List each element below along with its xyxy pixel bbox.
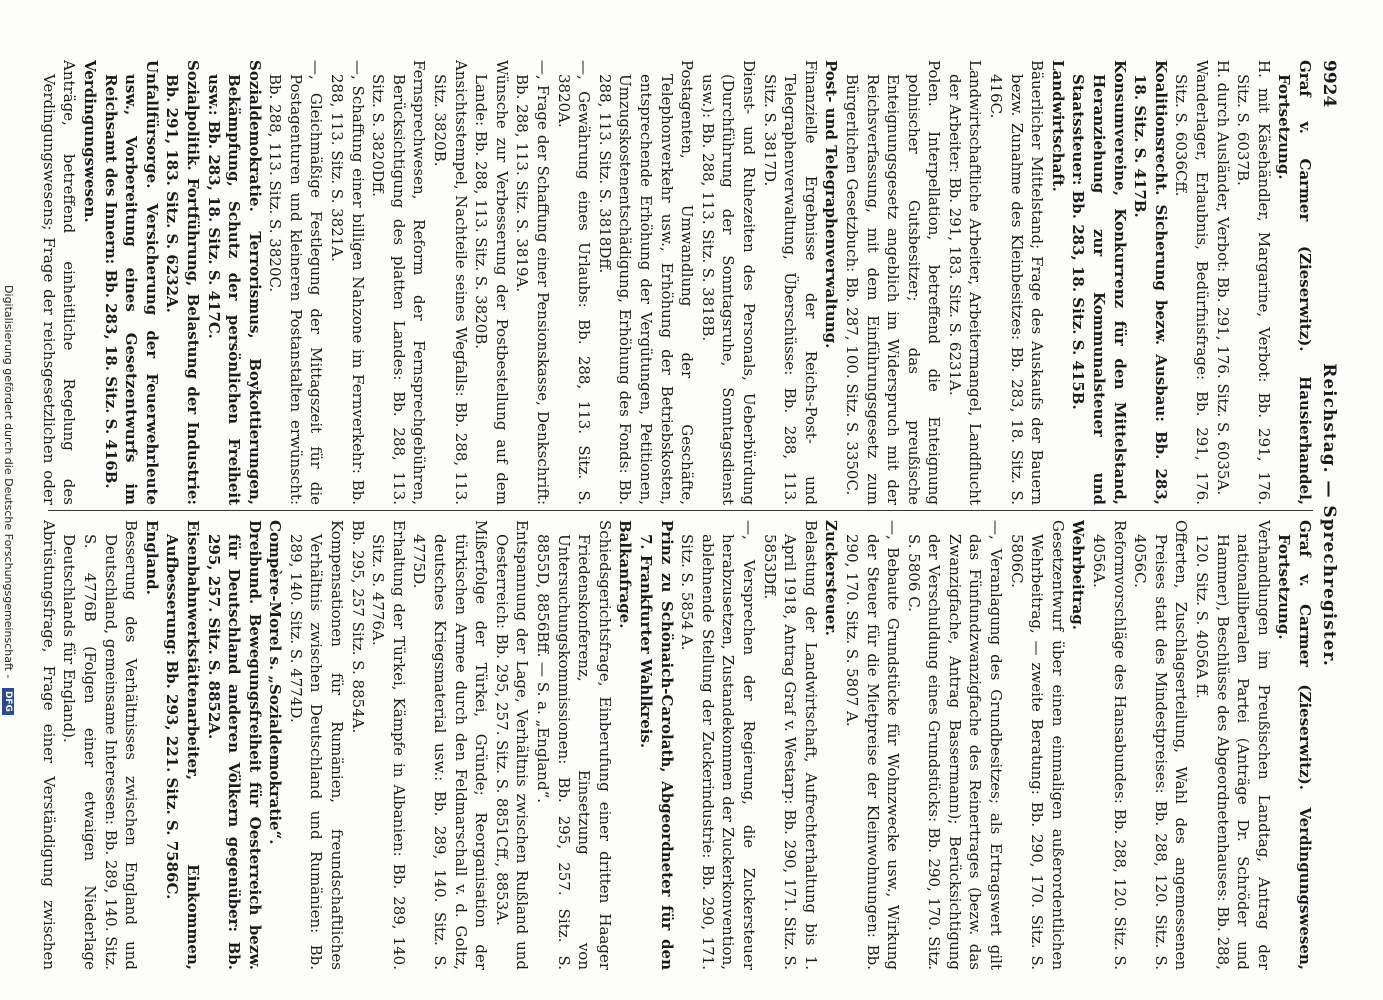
digitization-footer xyxy=(1,0,15,1000)
index-entry: Schiedsgerichtsfrage, Einberufung einer dritten Haager Friedenskonferenz, Einsetzung von Untersuchungskommissionen: Bb. 295, 257. Sitz. S. 8855D, 8856Bff. — S. a. „England“. xyxy=(534,520,614,970)
index-entry: Sozialdemokratie. Terrorismus, Boykottierungen, Bekämpfung, Schutz der persönlichen Freiheit usw.: Bb. 283, 18. Sitz. S. 417C. xyxy=(204,60,264,505)
index-entry: Dreibund. Bewegungsfreiheit für Oesterreich bezw. für Deutschland anderen Völkern gegenüber: Bb. 295, 257. Sitz. S. 8852A. xyxy=(204,520,264,970)
index-entry: Gesetzentwurf über einen einmaligen außerordentlichen Wehrbeitrag, — zweite Beratung: Bb. 290, 170. Sitz. S. 5806C. xyxy=(1007,520,1067,970)
index-entry: Graf v. Carmer (Zieserwitz). Hausierhandel, Fortsetzung. xyxy=(1275,60,1314,505)
right-column xyxy=(40,520,1315,970)
index-entry: England. xyxy=(142,520,161,595)
index-entry: Ansichtsstempel, Nachteile seines Wegfalls: Bb. 288, 113. Sitz. 3820B. xyxy=(431,60,470,505)
index-entry: Besserung des Verhältnisses zwischen England und Deutschland, gemeinsame Interessen: Bb. 289, 140. Sitz. S. 4776B (Folgen einer etwaigen Niederlage Deutschlands für England). xyxy=(60,520,141,970)
index-entry: Kompensationen für Rumänien, freundschaftliches Verhältnis zwischen Deutschland und Rumänien: Bb. 289, 140. Sitz. S. 4774D. xyxy=(286,520,347,970)
index-entry: —, Gewährung eines Urlaubs: Bb. 288, 113. Sitz. S. 3820A. xyxy=(554,60,594,505)
index-entry: Fernsprechwesen, Reform der Fernsprechgebühren, Berücksichtigung des platten Landes: Bb. 288, 113. Sitz. S. 3820Dff. xyxy=(369,60,429,505)
index-entry: Wünsche zur Verbesserung der Postbestellung auf dem Lande: Bb. 288, 113. Sitz. S. 3820B. xyxy=(472,60,511,505)
index-entry: Unfallfürsorge. Versicherung der Feuerwehrleute usw., Vorbereitung eines Gesetzentwurfs im Reichsamt des Innern: Bb. 283, 18. Sitz. S. 416B. xyxy=(101,60,161,505)
index-entry: H. mit Käsehändler, Margarine, Verbot: Bb. 291, 176. Sitz. S. 6037B. xyxy=(1234,60,1273,505)
index-entry: Bb. 295, 257 Sitz. S. 8854A. xyxy=(348,520,367,734)
index-entry: —, Versprechen der Regierung, die Zuckersteuer herabzusetzen, Zustandekommen der Zuckerkonvention, ablehnende Stellung der Zuckerindustrie: Bb. 290, 171. Sitz. S. 5854 A. xyxy=(678,520,758,970)
index-entry: Belastung der Landwirtschaft, Aufrechterhaltung bis 1. April 1918, Antrag Graf v. Westarp: Bb. 290, 171. Sitz. S. 5853Dff. xyxy=(760,520,820,970)
dfg-logo-icon: DFG xyxy=(2,688,14,715)
index-entry: H. durch Ausländer, Verbot: Bb. 291, 176. Sitz. S. 6035A. xyxy=(1213,60,1232,496)
index-entry: Bäuerlicher Mittelstand; Frage des Auskaufs der Bauern bezw. Zunahme des Kleinbesitzes: Bb. 283, 18. Sitz. S. 416C. xyxy=(987,60,1047,505)
index-entry: Post- und Telegraphenverwaltung. xyxy=(822,60,841,349)
index-entry: Reformvorschläge des Hansabundes: Bb. 288, 120. Sitz. S. 4056A. xyxy=(1090,520,1129,970)
left-column xyxy=(40,60,1315,505)
index-entry: Wanderlager, Erlaubnis, Bedürfnisfrage: Bb. 291, 176. Sitz. S. 6036Cff. xyxy=(1172,60,1212,505)
index-entry: Verdingungswesen. xyxy=(80,60,99,223)
footer-text: Digitalisierung gefördert durch die Deutsche Forschungsgemeinschaft - xyxy=(2,285,15,679)
index-entry: Offerten, Zuschlagserteilung, Wahl des angemessenen Preises statt des Mindestpreises: Bb. 288, 120. Sitz. S. 4056C. xyxy=(1131,520,1191,970)
page-number: 9924 xyxy=(1319,60,1339,108)
column-divider xyxy=(48,510,1313,511)
page-header xyxy=(1313,60,1343,970)
index-entry: Graf v. Carmer (Zieserwitz). Verdingungswesen, Fortsetzung. xyxy=(1275,520,1314,970)
index-entry: —, Schaffung einer billigen Nahzone im Fernverkehr: Bb. 288, 113. Sitz. S. 3821A. xyxy=(328,60,367,505)
index-entry: Finanzielle Ergebnisse der Reichs-Post- und Telegraphenverwaltung, Überschüsse: Bb. 288, 113. Sitz. S. 3817D. xyxy=(760,60,820,505)
index-entry: Landwirtschaft. xyxy=(1048,60,1067,192)
index-entry: Eisenbahnwerkstättenarbeiter, Einkommen, Aufbesserung: Bb. 293, 221. Sitz. S. 7586C. xyxy=(163,520,202,970)
index-entry: Compère-Morel s. „Sozialdemokratie“. xyxy=(266,520,285,845)
index-entry: Erhaltung der Türkei, Kämpfe in Albanien: Bb. 289, 140. Sitz. S. 4776A. xyxy=(369,520,408,970)
index-entry: Verhandlungen im Preußischen Landtag, Antrag der nationalliberalen Partei (Anträge Dr. Schröder und Hammer), Beschlüsse des Abgeordnetenhauses: Bb. 288, 120. Sitz. S. 4056A ff. xyxy=(1193,520,1273,970)
index-entry: Dienst- und Ruhezeiten des Personals, Ueberbürdung (Durchführung der Sonntagsruhe, Sonntagsdienst usw.): Bb. 288, 113. Sitz. S. 3818B. xyxy=(698,60,758,505)
index-entry: Prinz zu Schönaich-Carolath, Abgeordneter für den 7. Frankfurter Wahlkreis. xyxy=(637,520,676,970)
index-entry: Polen. Interpellation, betreffend die Enteignung polnischer Gutsbesitzer; das preußische Enteignungsgesetz angeblich im Widerspruch mit der Reichsverfassung, mit dem Einführungsgesetz zum Bürgerlichen Gesetzbuch: Bb. 287, 100. Sitz. S. 3350C. xyxy=(842,60,944,505)
index-entry: Balkanfrage. xyxy=(616,520,635,629)
index-entry: —, Bebaute Grundstücke für Wohnzwecke usw., Wirkung der Steuer für die Mietpreise der Kleinwohnungen: Bb. 290, 170. Sitz. S. 5807 A. xyxy=(842,520,903,970)
index-entry: Mißerfolge der Türkei, Gründe; Reorganisation der türkischen Armee durch den Feldmarschall v. d. Goltz, deutsches Kriegsmaterial usw.: Bb. 289, 140. Sitz. S. 4775D. xyxy=(410,520,491,970)
index-entry: —, Gleichmäßige Festlegung der Mittagszeit für die Postagenturen und kleineren Postanstalten erwünscht: Bb. 288, 113. Sitz. S. 3820C. xyxy=(266,60,326,505)
index-entry: —, Veranlagung des Grundbesitzes; als Ertragswert gilt das Fünfundzwanzigfache des Reinertrages (bezw. das Zwanzigfache, Antrag Bassermann); Berücksichtigung der Verschuldung eines Grundstücks: Bb. 290, 170. Sitz. S. 5806 C. xyxy=(904,520,1006,970)
index-entry: Abrüstungsfrage, Frage einer Verständigung zwischen xyxy=(40,520,58,970)
index-entry: —, Frage der Schaffung einer Pensionskasse, Denkschrift: Bb. 288, 113. Sitz. S. 3819A. xyxy=(513,60,553,505)
index-entry: Konsumvereine, Konkurrenz für den Mittelstand, Heranziehung zur Kommunalsteuer und Staatssteuer: Bb. 283, 18. Sitz. S. 415B. xyxy=(1069,60,1129,505)
index-entry: Koalitionsrecht. Sicherung bezw. Ausbau: Bb. 283, 18. Sitz. S. 417B. xyxy=(1131,60,1170,505)
index-entry: Wehrbeitrag. xyxy=(1069,520,1088,630)
index-entry: Entspannung der Lage, Verhältnis zwischen Rußland und Oesterreich: Bb. 295, 257. Sitz. S. 8851Cff., 8853A. xyxy=(492,520,532,970)
index-entry: Zuckersteuer. xyxy=(822,520,841,636)
index-entry: Anträge, betreffend einheitliche Regelung des Verdingungswesens; Frage der reichsgesetzlichen oder xyxy=(40,60,79,505)
index-entry: Landwirtschaftliche Arbeiter, Arbeitermangel, Landflucht der Arbeiter: Bb. 291, 183. Sitz. S. 6231A. xyxy=(945,60,985,505)
index-entry: Sozialpolitik. Fortführung, Belastung der Industrie: Bb. 291, 183. Sitz. S. 6232A. xyxy=(163,60,202,505)
index-entry: Postagenten, Umwandlung der Geschäfte, Telephonverkehr usw., Erhöhung der Betriebskosten, entsprechende Erhöhung der Vergütungen, Petitionen, Umzugskostenentschädigung, Erhöhung des Fonds: Bb. 288, 113. Sitz. S. 3818Dff. xyxy=(595,60,697,505)
running-title: Reichstag. — Sprechregister. xyxy=(1319,363,1339,667)
